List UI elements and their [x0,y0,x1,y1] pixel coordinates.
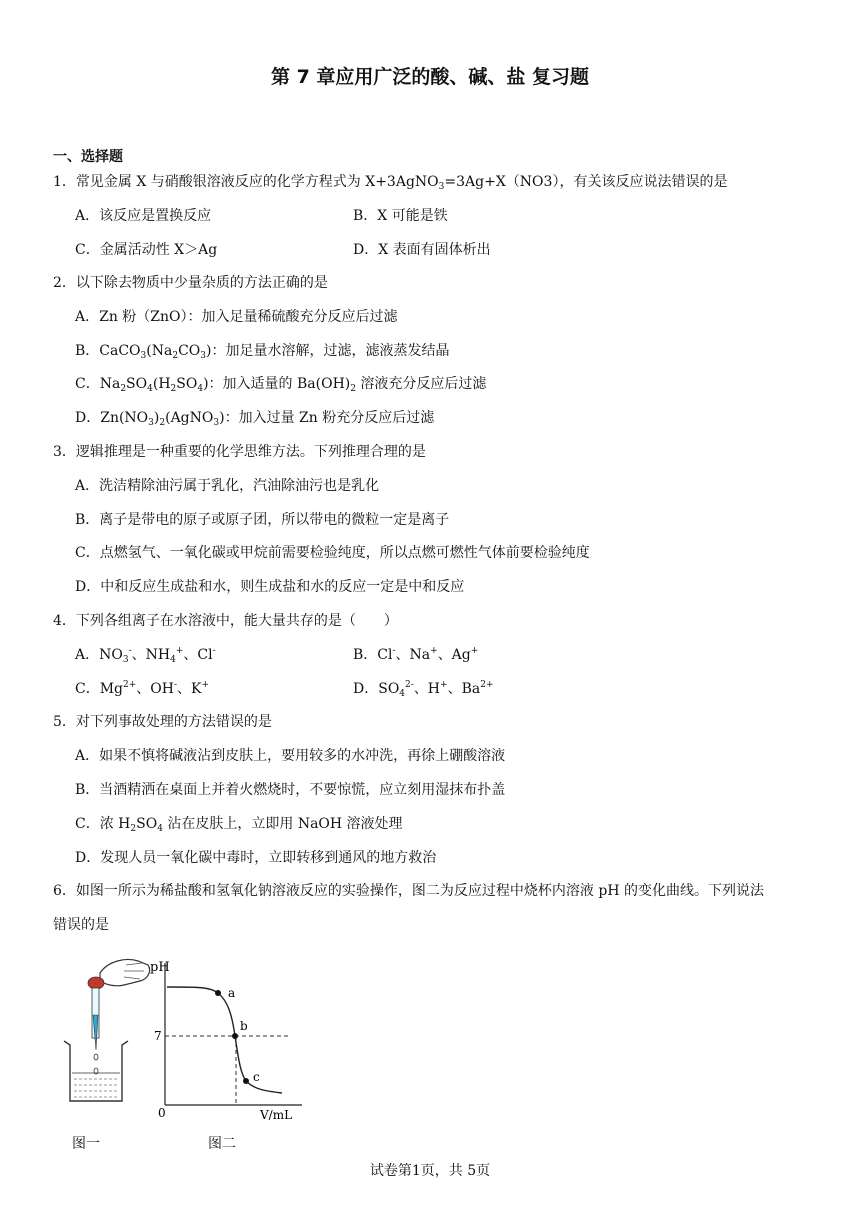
figure-1-caption: 图一 [72,1136,100,1152]
question-3-option-a: A．洗洁精除油污属于乳化，汽油除油污也是乳化 [75,478,380,494]
dropper-bulb-icon [88,977,104,989]
question-6-figures [60,955,320,1155]
y-axis-label: pH [150,960,170,975]
question-1-stem: 1．常见金属 X 与硝酸银溶液反应的化学方程式为 X+3AgNO$_3$=3Ag+X（NO3），有关该反应说法错误的是 [53,174,728,192]
figure-svg [60,955,320,1155]
drop-icon [94,1054,98,1060]
question-2-option-d: D．$Zn(NO_3)_2(AgNO_3)$：加入过量 Zn 粉充分反应后过滤 [75,410,435,428]
question-4-option-c: C．$Mg^{2+}$、OH-、K+ [75,680,210,697]
question-5-option-a: A．如果不慎将碱液沾到皮肤上，要用较多的水冲洗，再徐上硼酸溶液 [75,748,506,764]
ph-7-tick-label: 7 [154,1029,162,1043]
point-c-label: c [253,1070,260,1084]
hand-icon [100,960,150,986]
question-2-option-a: A．Zn 粉（ZnO）：加入足量稀硫酸充分反应后过滤 [75,309,398,325]
question-3-option-b: B．离子是带电的原子或原子团，所以带电的微粒一定是离子 [75,512,450,528]
page-footer: 试卷第1页，共 5页 [369,1163,491,1179]
question-4-option-b: B．Cl-、Na+、Ag+ [353,646,479,663]
question-2-stem: 2．以下除去物质中少量杂质的方法正确的是 [53,275,328,291]
question-5-stem: 5．对下列事故处理的方法错误的是 [53,714,272,730]
question-4-option-d: D．$SO_4^{2-}$、H+、$Ba^{2+}$ [353,680,494,699]
question-5-option-c: C．浓 $H_2SO_4$ 沾在皮肤上，立即用 NaOH 溶液处理 [75,816,403,834]
question-5-option-d: D．发现人员一氧化碳中毒时，立即转移到通风的地方救治 [75,850,437,866]
question-3-option-c: C．点燃氢气、一氧化碳或甲烷前需要检验纯度，所以点燃可燃性气体前要检验纯度 [75,545,590,561]
figure-2-ph-chart [150,960,302,1122]
section-heading: 一、选择题 [53,149,123,165]
question-2-option-b: B．$CaCO_3(Na_2CO_3)$：加足量水溶解，过滤，滤液蒸发结晶 [75,343,450,361]
point-b-label: b [240,1019,248,1033]
question-1-option-c: C．金属活动性 X＞Ag [75,242,218,258]
figure-1-illustration [64,960,150,1102]
point-a-label: a [228,986,236,1000]
document-title: 第 7 章应用广泛的酸、碱、盐 复习题 [270,66,590,88]
point-c-marker [243,1078,249,1084]
question-2-option-c: C．$Na_2SO_4(H_2SO_4)$：加入适量的 $Ba(OH)_2$ 溶液充分反应后过滤 [75,376,487,394]
question-6-stem-line-2: 错误的是 [53,917,109,933]
question-5-option-b: B．当酒精洒在桌面上并着火燃烧时，不要惊慌，应立刻用湿抹布扑盖 [75,782,506,798]
question-1-option-b: B．X 可能是铁 [353,208,448,224]
point-b-marker [232,1033,238,1039]
question-6-stem-line-1: 6．如图一所示为稀盐酸和氢氧化钠溶液反应的实验操作，图二为反应过程中烧杯内溶液 pH 的变化曲线。下列说法 [53,883,764,899]
ph-curve [167,987,282,1093]
question-1-option-d: D．X 表面有固体析出 [353,242,491,258]
question-4-stem: 4．下列各组离子在水溶液中，能大量共存的是（ ） [53,613,398,629]
question-4-option-a: A．$NO_3^-$、$NH_4^+$、Cl- [75,646,216,665]
point-a-marker [215,990,221,996]
x-axis-label: V/mL [260,1108,293,1122]
question-3-option-d: D．中和反应生成盐和水，则生成盐和水的反应一定是中和反应 [75,579,465,595]
question-3-stem: 3．逻辑推理是一种重要的化学思维方法。下列推理合理的是 [53,444,426,460]
question-1-option-a: A．该反应是置换反应 [75,208,212,224]
figure-2-caption: 图二 [208,1136,236,1152]
origin-label: 0 [158,1106,166,1120]
